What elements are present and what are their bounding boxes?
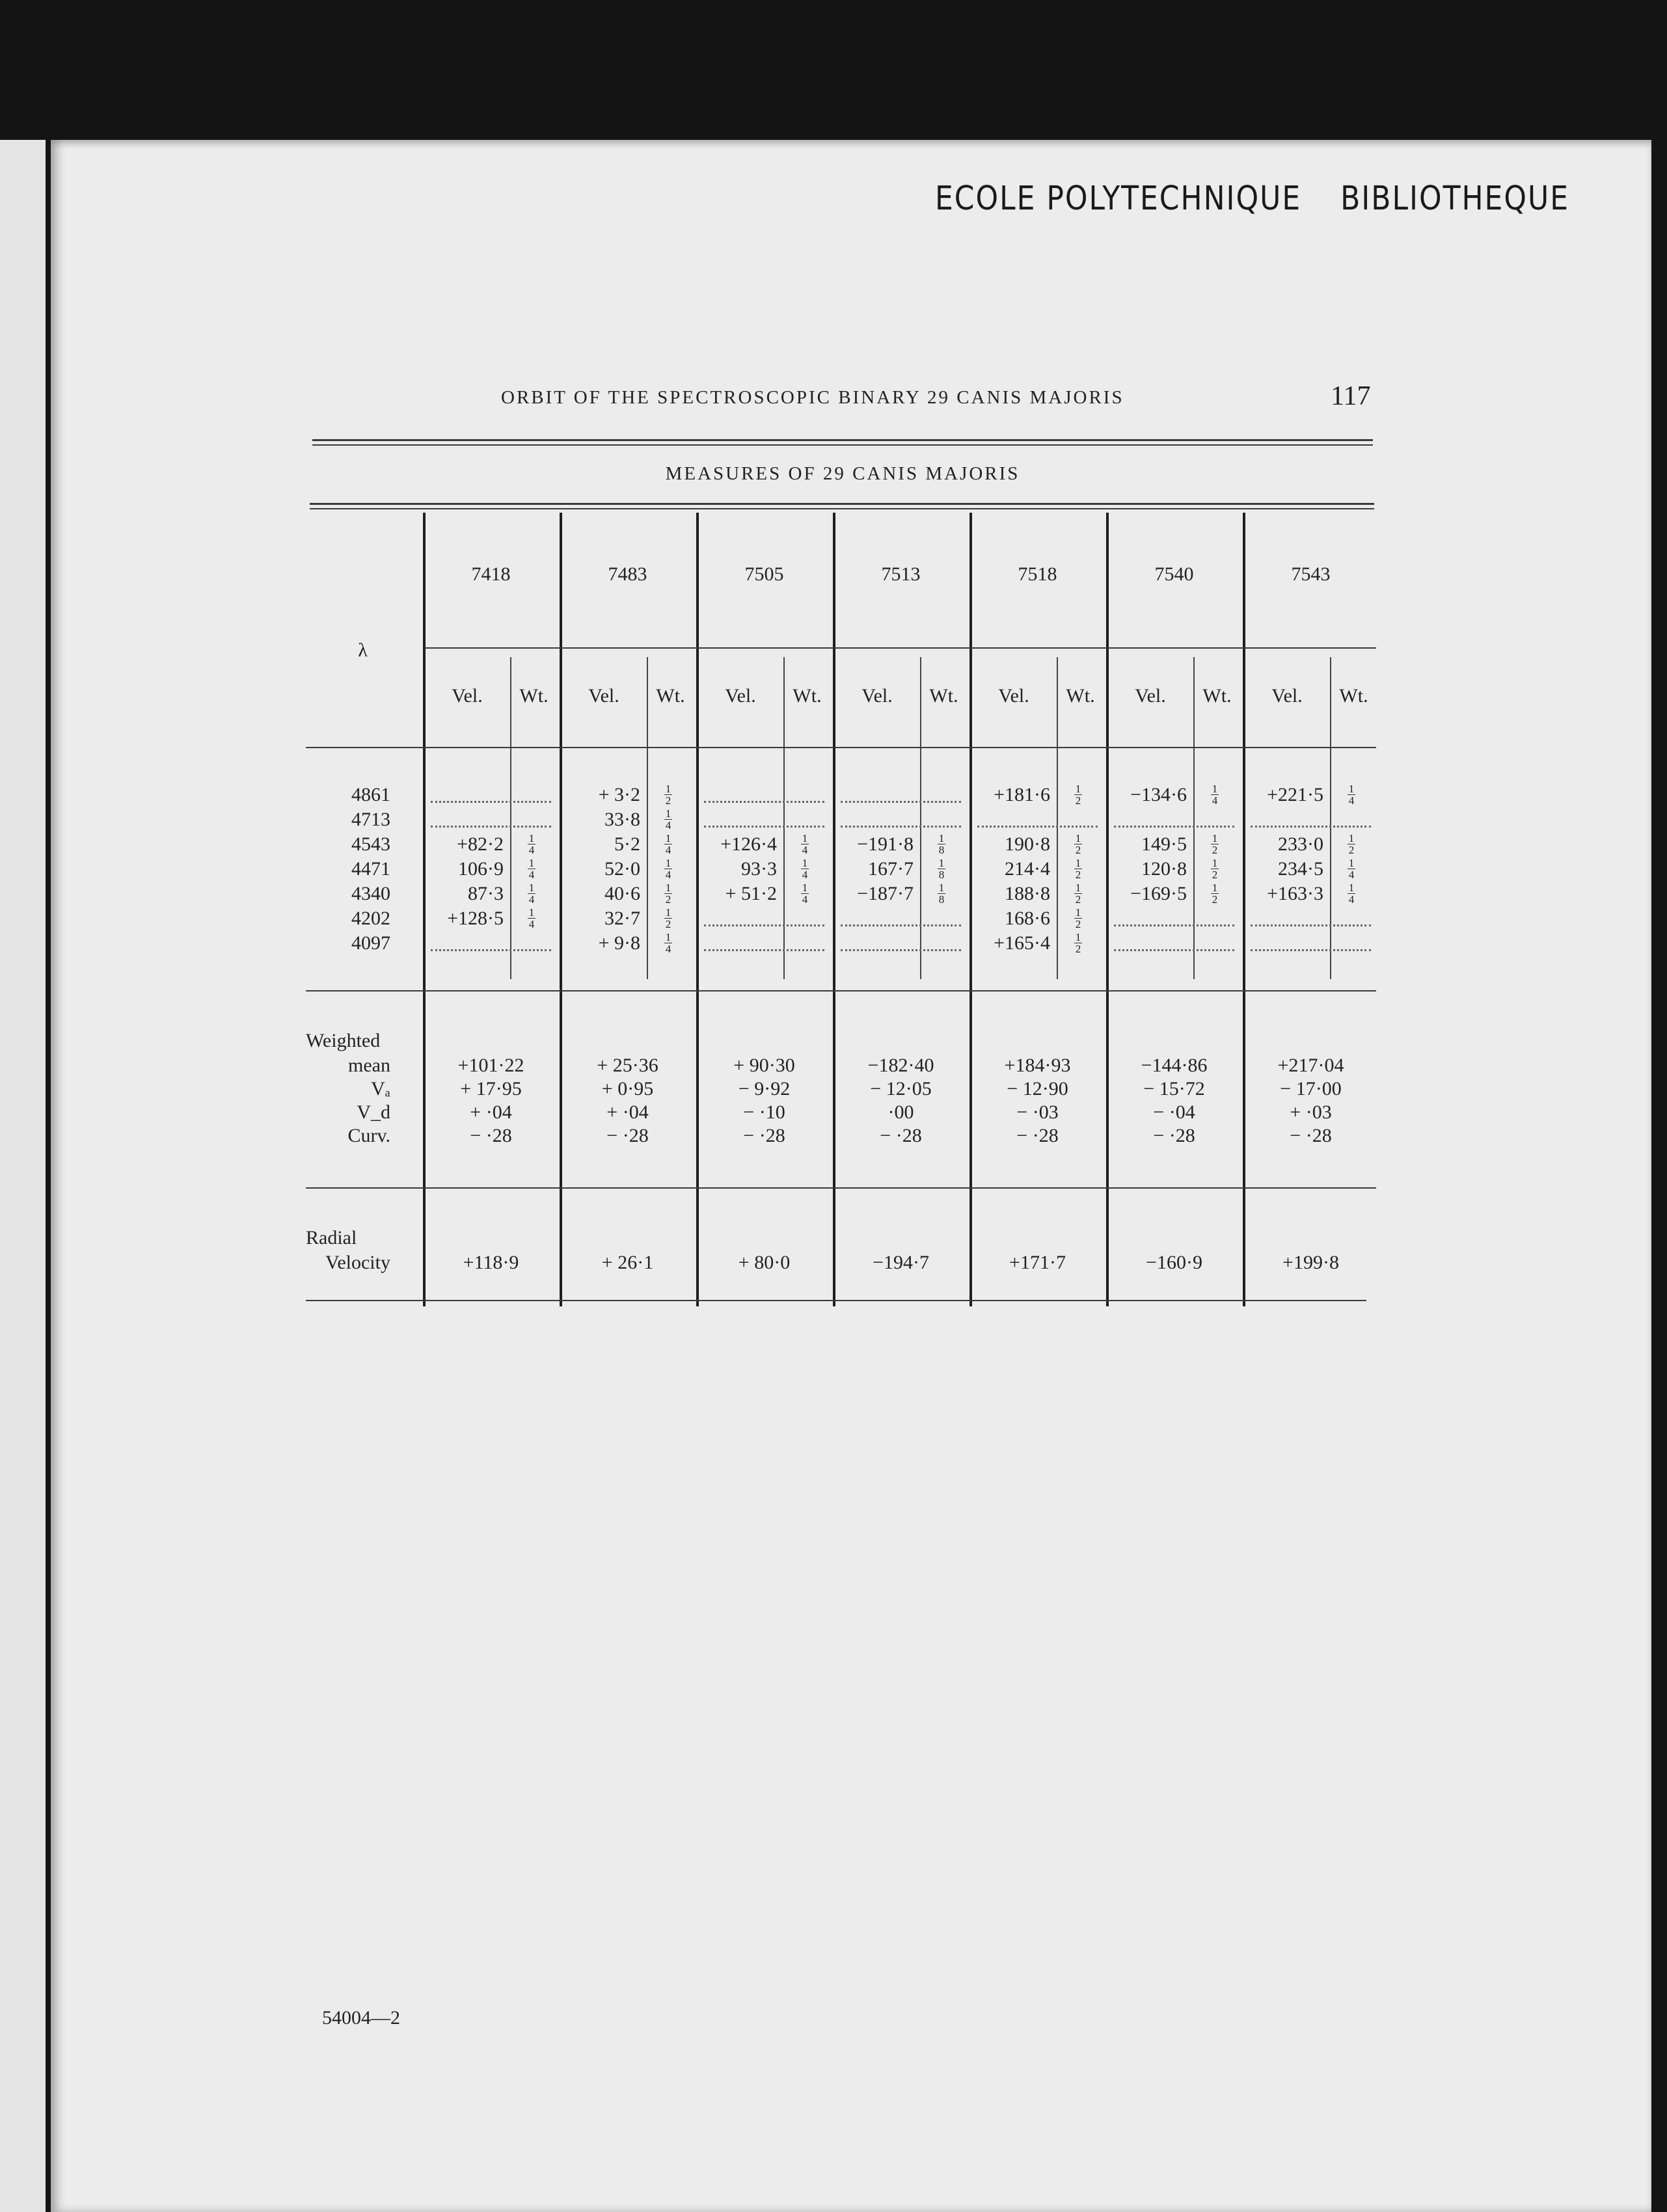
- lambda-value: 4713: [351, 809, 390, 830]
- weight-fraction: 1 4: [528, 857, 535, 882]
- vel-value: 168·6: [1005, 908, 1050, 929]
- stamp-right: BIBLIOTHEQUE: [1340, 180, 1569, 218]
- radial-velocity-value: + 26·1: [601, 1252, 654, 1273]
- wt-subheader: Wt.: [656, 685, 685, 707]
- empty-cell-leader: [1251, 949, 1371, 951]
- weight-fraction: 1 4: [1348, 783, 1355, 807]
- empty-cell-leader: [431, 949, 551, 951]
- summary-label: Curv.: [347, 1125, 390, 1146]
- plate-number: 7513: [881, 563, 921, 585]
- weight-fraction: 1 2: [1075, 832, 1081, 857]
- vel-value: 40·6: [604, 883, 640, 904]
- summary-label: mean: [348, 1055, 390, 1076]
- table-title: MEASURES OF 29 CANIS MAJORIS: [665, 463, 1020, 484]
- weight-fraction: 1 4: [528, 882, 535, 906]
- vel-value: 167·7: [868, 858, 914, 880]
- vel-value: +165·4: [994, 932, 1050, 954]
- lambda-value: 4097: [351, 932, 390, 954]
- weight-fraction: 1 4: [528, 906, 535, 931]
- weight-fraction: 1 2: [1075, 783, 1081, 807]
- header-rule: [312, 444, 1373, 446]
- summary-value: +217·04: [1277, 1055, 1344, 1076]
- weight-fraction: 1 2: [665, 783, 671, 807]
- data-bottom-rule: [306, 990, 1376, 991]
- radial-label: Radial: [306, 1227, 357, 1248]
- weight-fraction: 1 2: [1212, 832, 1218, 857]
- weight-fraction: 1 4: [665, 857, 671, 882]
- plate-number: 7540: [1154, 563, 1194, 585]
- weight-fraction: 1 4: [802, 857, 808, 882]
- summary-value: +101·22: [457, 1055, 524, 1076]
- vel-value: −191·8: [857, 833, 914, 855]
- summary-value: ·00: [888, 1101, 914, 1123]
- header-mid-rule: [424, 647, 1376, 649]
- radial-label: Velocity: [325, 1252, 390, 1273]
- empty-cell-leader: [841, 924, 961, 926]
- lambda-value: 4543: [351, 833, 390, 855]
- empty-cell-leader: [841, 801, 961, 803]
- weight-fraction: 1 4: [1348, 857, 1355, 882]
- summary-value: −182·40: [867, 1055, 934, 1076]
- weight-fraction: 1 2: [1348, 832, 1355, 857]
- wt-subheader: Wt.: [1339, 685, 1368, 707]
- table-top-rule: [310, 508, 1374, 509]
- vel-value: 188·8: [1005, 883, 1050, 904]
- vel-value: + 3·2: [598, 784, 640, 805]
- lambda-value: 4471: [351, 858, 390, 880]
- weight-fraction: 1 4: [1212, 783, 1218, 807]
- lambda-value: 4861: [351, 784, 390, 805]
- vel-value: 106·9: [458, 858, 504, 880]
- weight-fraction: 1 2: [665, 882, 671, 906]
- weight-fraction: 1 4: [665, 832, 671, 857]
- weight-fraction: 1 8: [938, 882, 945, 906]
- plate-number: 7418: [471, 563, 511, 585]
- vel-subheader: Vel.: [998, 685, 1029, 707]
- plate-number: 7505: [744, 563, 784, 585]
- empty-cell-leader: [1251, 924, 1371, 926]
- summary-value: − 15·72: [1143, 1078, 1205, 1099]
- lambda-value: 4202: [351, 908, 390, 929]
- vel-value: +82·2: [457, 833, 504, 855]
- summary-value: + ·04: [470, 1101, 512, 1123]
- radial-velocity-value: + 80·0: [738, 1252, 791, 1273]
- summary-value: −144·86: [1141, 1055, 1208, 1076]
- vel-value: 214·4: [1005, 858, 1050, 880]
- wt-subheader: Wt.: [519, 685, 549, 707]
- summary-value: − 9·92: [738, 1078, 791, 1099]
- weight-fraction: 1 2: [665, 906, 671, 931]
- radial-velocity-value: −194·7: [873, 1252, 929, 1273]
- vel-value: −187·7: [857, 883, 914, 904]
- weight-fraction: 1 2: [1212, 857, 1218, 882]
- summary-value: − ·03: [1016, 1101, 1059, 1123]
- vel-subheader: Vel.: [861, 685, 893, 707]
- header-rule: [312, 439, 1373, 441]
- empty-cell-leader: [704, 826, 824, 828]
- weight-fraction: 1 4: [1348, 882, 1355, 906]
- summary-value: − 17·00: [1280, 1078, 1342, 1099]
- summary-value: + ·03: [1290, 1101, 1332, 1123]
- summary-value: − ·28: [606, 1125, 649, 1146]
- plate-number: 7518: [1018, 563, 1057, 585]
- summary-value: − ·28: [743, 1125, 785, 1146]
- empty-cell-leader: [704, 949, 824, 951]
- lambda-value: 4340: [351, 883, 390, 904]
- weight-fraction: 1 8: [938, 857, 945, 882]
- page-number: 117: [1331, 381, 1371, 411]
- weight-fraction: 1 2: [1075, 882, 1081, 906]
- empty-cell-leader: [704, 801, 824, 803]
- vel-value: 120·8: [1141, 858, 1187, 880]
- empty-cell-leader: [1114, 949, 1234, 951]
- adjacent-page-edge: [0, 140, 46, 2212]
- summary-value: + 25·36: [597, 1055, 658, 1076]
- running-head: ORBIT OF THE SPECTROSCOPIC BINARY 29 CANIS MAJORIS: [501, 387, 1124, 408]
- vel-value: + 51·2: [725, 883, 777, 904]
- vel-subheader: Vel.: [1135, 685, 1166, 707]
- weight-fraction: 1 8: [938, 832, 945, 857]
- table-top-rule: [310, 503, 1374, 505]
- summary-value: − 12·90: [1007, 1078, 1068, 1099]
- vel-subheader: Vel.: [1271, 685, 1303, 707]
- radial-velocity-value: −160·9: [1146, 1252, 1202, 1273]
- radial-velocity-value: +199·8: [1282, 1252, 1339, 1273]
- summary-label: V_d: [357, 1101, 390, 1123]
- weight-fraction: 1 2: [1075, 906, 1081, 931]
- empty-cell-leader: [977, 826, 1098, 828]
- plate-number: 7543: [1291, 563, 1331, 585]
- wt-subheader: Wt.: [929, 685, 958, 707]
- lambda-header: λ: [358, 640, 368, 661]
- summary-value: + ·04: [606, 1101, 649, 1123]
- empty-cell-leader: [1114, 826, 1234, 828]
- weight-fraction: 1 2: [1075, 931, 1081, 956]
- header-bottom-rule: [306, 747, 1376, 748]
- radial-velocity-value: +171·7: [1009, 1252, 1066, 1273]
- summary-value: − ·28: [1016, 1125, 1059, 1146]
- vel-subheader: Vel.: [588, 685, 619, 707]
- empty-cell-leader: [1251, 826, 1371, 828]
- wt-subheader: Wt.: [1202, 685, 1232, 707]
- summary-value: − ·28: [1290, 1125, 1332, 1146]
- radial-velocity-value: +118·9: [463, 1252, 519, 1273]
- weight-fraction: 1 4: [528, 832, 535, 857]
- vel-value: 149·5: [1141, 833, 1187, 855]
- vel-value: 233·0: [1278, 833, 1323, 855]
- vel-value: +126·4: [720, 833, 777, 855]
- footer-code: 54004—2: [322, 2007, 400, 2029]
- empty-cell-leader: [431, 801, 551, 803]
- weight-fraction: 1 4: [665, 807, 671, 832]
- weight-fraction: 1 4: [665, 931, 671, 956]
- document-page: [51, 140, 1651, 2212]
- weight-fraction: 1 4: [802, 832, 808, 857]
- vel-value: 52·0: [604, 858, 640, 880]
- summary-value: − 12·05: [870, 1078, 932, 1099]
- vel-value: 33·8: [604, 809, 640, 830]
- summary-bottom-rule: [306, 1187, 1376, 1189]
- vel-value: 234·5: [1278, 858, 1323, 880]
- wt-subheader: Wt.: [1066, 685, 1095, 707]
- weight-fraction: 1 4: [802, 882, 808, 906]
- vel-value: −169·5: [1130, 883, 1187, 904]
- vel-value: +163·3: [1267, 883, 1323, 904]
- summary-value: + 17·95: [460, 1078, 522, 1099]
- vel-value: 190·8: [1005, 833, 1050, 855]
- vel-value: + 9·8: [598, 932, 640, 954]
- vel-value: 93·3: [741, 858, 777, 880]
- empty-cell-leader: [841, 949, 961, 951]
- vel-value: −134·6: [1130, 784, 1187, 805]
- summary-value: − ·28: [470, 1125, 512, 1146]
- summary-value: − ·28: [1153, 1125, 1195, 1146]
- vel-value: 32·7: [604, 908, 640, 929]
- vel-subheader: Vel.: [452, 685, 483, 707]
- library-stamp: [935, 180, 1569, 218]
- vel-value: 5·2: [614, 833, 640, 855]
- table-bottom-rule: [306, 1300, 1366, 1301]
- wt-subheader: Wt.: [793, 685, 822, 707]
- summary-value: + 0·95: [601, 1078, 654, 1099]
- stamp-left: ECOLE POLYTECHNIQUE: [934, 180, 1302, 218]
- weight-fraction: 1 2: [1075, 857, 1081, 882]
- vel-value: +221·5: [1267, 784, 1323, 805]
- empty-cell-leader: [704, 924, 824, 926]
- plate-number: 7483: [608, 563, 647, 585]
- weight-fraction: 1 2: [1212, 882, 1218, 906]
- empty-cell-leader: [431, 826, 551, 828]
- vel-value: +128·5: [447, 908, 504, 929]
- empty-cell-leader: [1114, 924, 1234, 926]
- summary-value: − ·10: [743, 1101, 785, 1123]
- summary-value: − ·04: [1153, 1101, 1195, 1123]
- summary-label: Weighted: [306, 1030, 381, 1051]
- summary-value: − ·28: [880, 1125, 922, 1146]
- summary-value: + 90·30: [733, 1055, 795, 1076]
- summary-value: +184·93: [1004, 1055, 1071, 1076]
- summary-label: Vₐ: [371, 1078, 390, 1099]
- vel-subheader: Vel.: [725, 685, 756, 707]
- vel-value: 87·3: [468, 883, 504, 904]
- vel-value: +181·6: [994, 784, 1050, 805]
- empty-cell-leader: [841, 826, 961, 828]
